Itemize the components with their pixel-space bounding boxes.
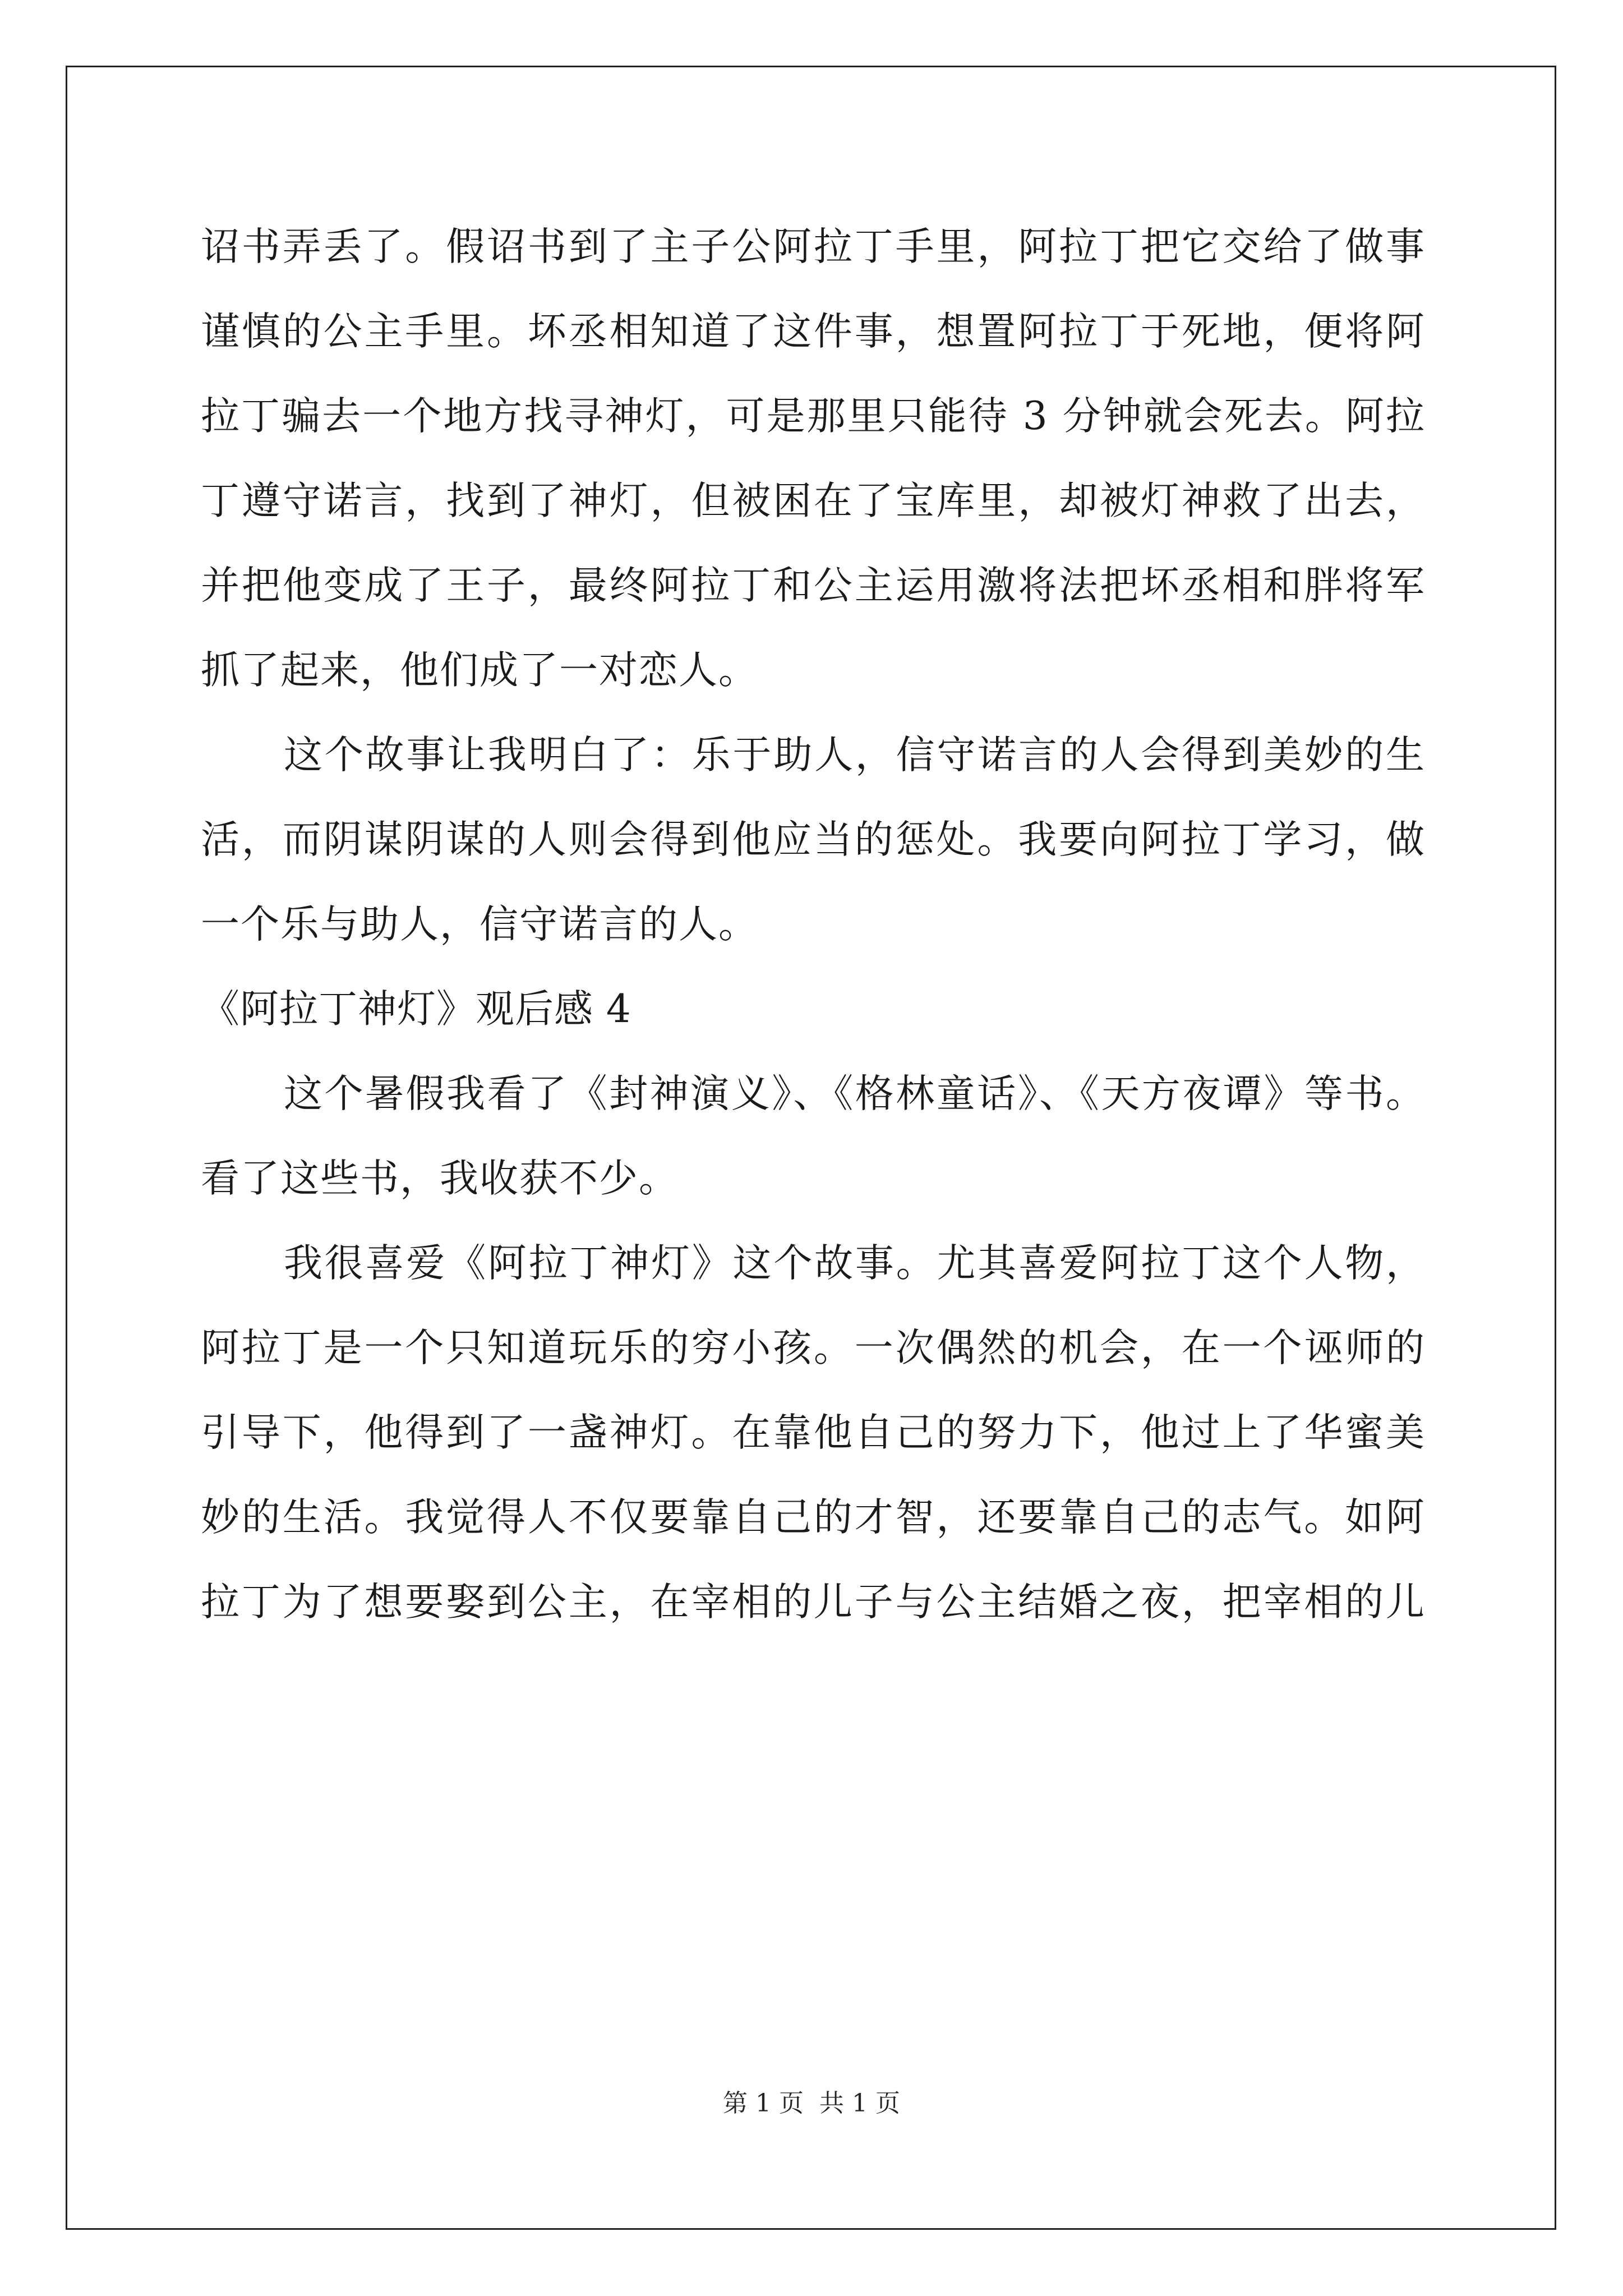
- page-number: 第 1 页: [723, 2089, 804, 2118]
- paragraph-first-line: 这个暑假我看了《封神演义》、《格林童话》、《天方夜谭》等书。: [284, 1071, 1426, 1116]
- text-line: 拉丁骗去一个地方找寻神灯，可是那里只能待 3 分钟就会死去。阿拉: [201, 394, 1426, 439]
- page-footer: [0, 2087, 1623, 2120]
- paragraph-first-line: 我很喜爱《阿拉丁神灯》这个故事。尤其喜爱阿拉丁这个人物，: [284, 1241, 1426, 1286]
- text-line: 妙的生活。我觉得人不仅要靠自己的才智，还要靠自己的志气。如阿: [201, 1495, 1426, 1540]
- paragraph-first-line: 这个故事让我明白了：乐于助人，信守诺言的人会得到美妙的生: [284, 733, 1426, 777]
- text-line: 阿拉丁是一个只知道玩乐的穷小孩。一次偶然的机会，在一个诬师的: [201, 1326, 1426, 1370]
- page-total: 共 1 页: [819, 2089, 900, 2118]
- text-line: 丁遵守诺言，找到了神灯，但被困在了宝库里，却被灯神救了出去，: [201, 478, 1426, 523]
- text-line: 看了这些书，我收获不少。: [201, 1156, 679, 1201]
- section-heading: 《阿拉丁神灯》观后感 4: [201, 987, 631, 1032]
- text-line: 引导下，他得到了一盏神灯。在靠他自己的努力下，他过上了华蜜美: [201, 1410, 1426, 1455]
- document-body: [201, 205, 1426, 1645]
- text-line: 并把他变成了王子，最终阿拉丁和公主运用激将法把坏丞相和胖将军: [201, 563, 1426, 608]
- text-line: 拉丁为了想要娶到公主，在宰相的儿子与公主结婚之夜，把宰相的儿: [201, 1580, 1426, 1625]
- text-line: 抓了起来，他们成了一对恋人。: [201, 648, 758, 693]
- text-line: 活，而阴谋阴谋的人则会得到他应当的惩处。我要向阿拉丁学习，做: [201, 817, 1426, 862]
- text-line: 一个乐与助人，信守诺言的人。: [201, 902, 758, 947]
- text-line: 谨慎的公主手里。坏丞相知道了这件事，想置阿拉丁于死地，便将阿: [201, 309, 1426, 354]
- text-line: 诏书弄丢了。假诏书到了主子公阿拉丁手里，阿拉丁把它交给了做事: [201, 224, 1426, 269]
